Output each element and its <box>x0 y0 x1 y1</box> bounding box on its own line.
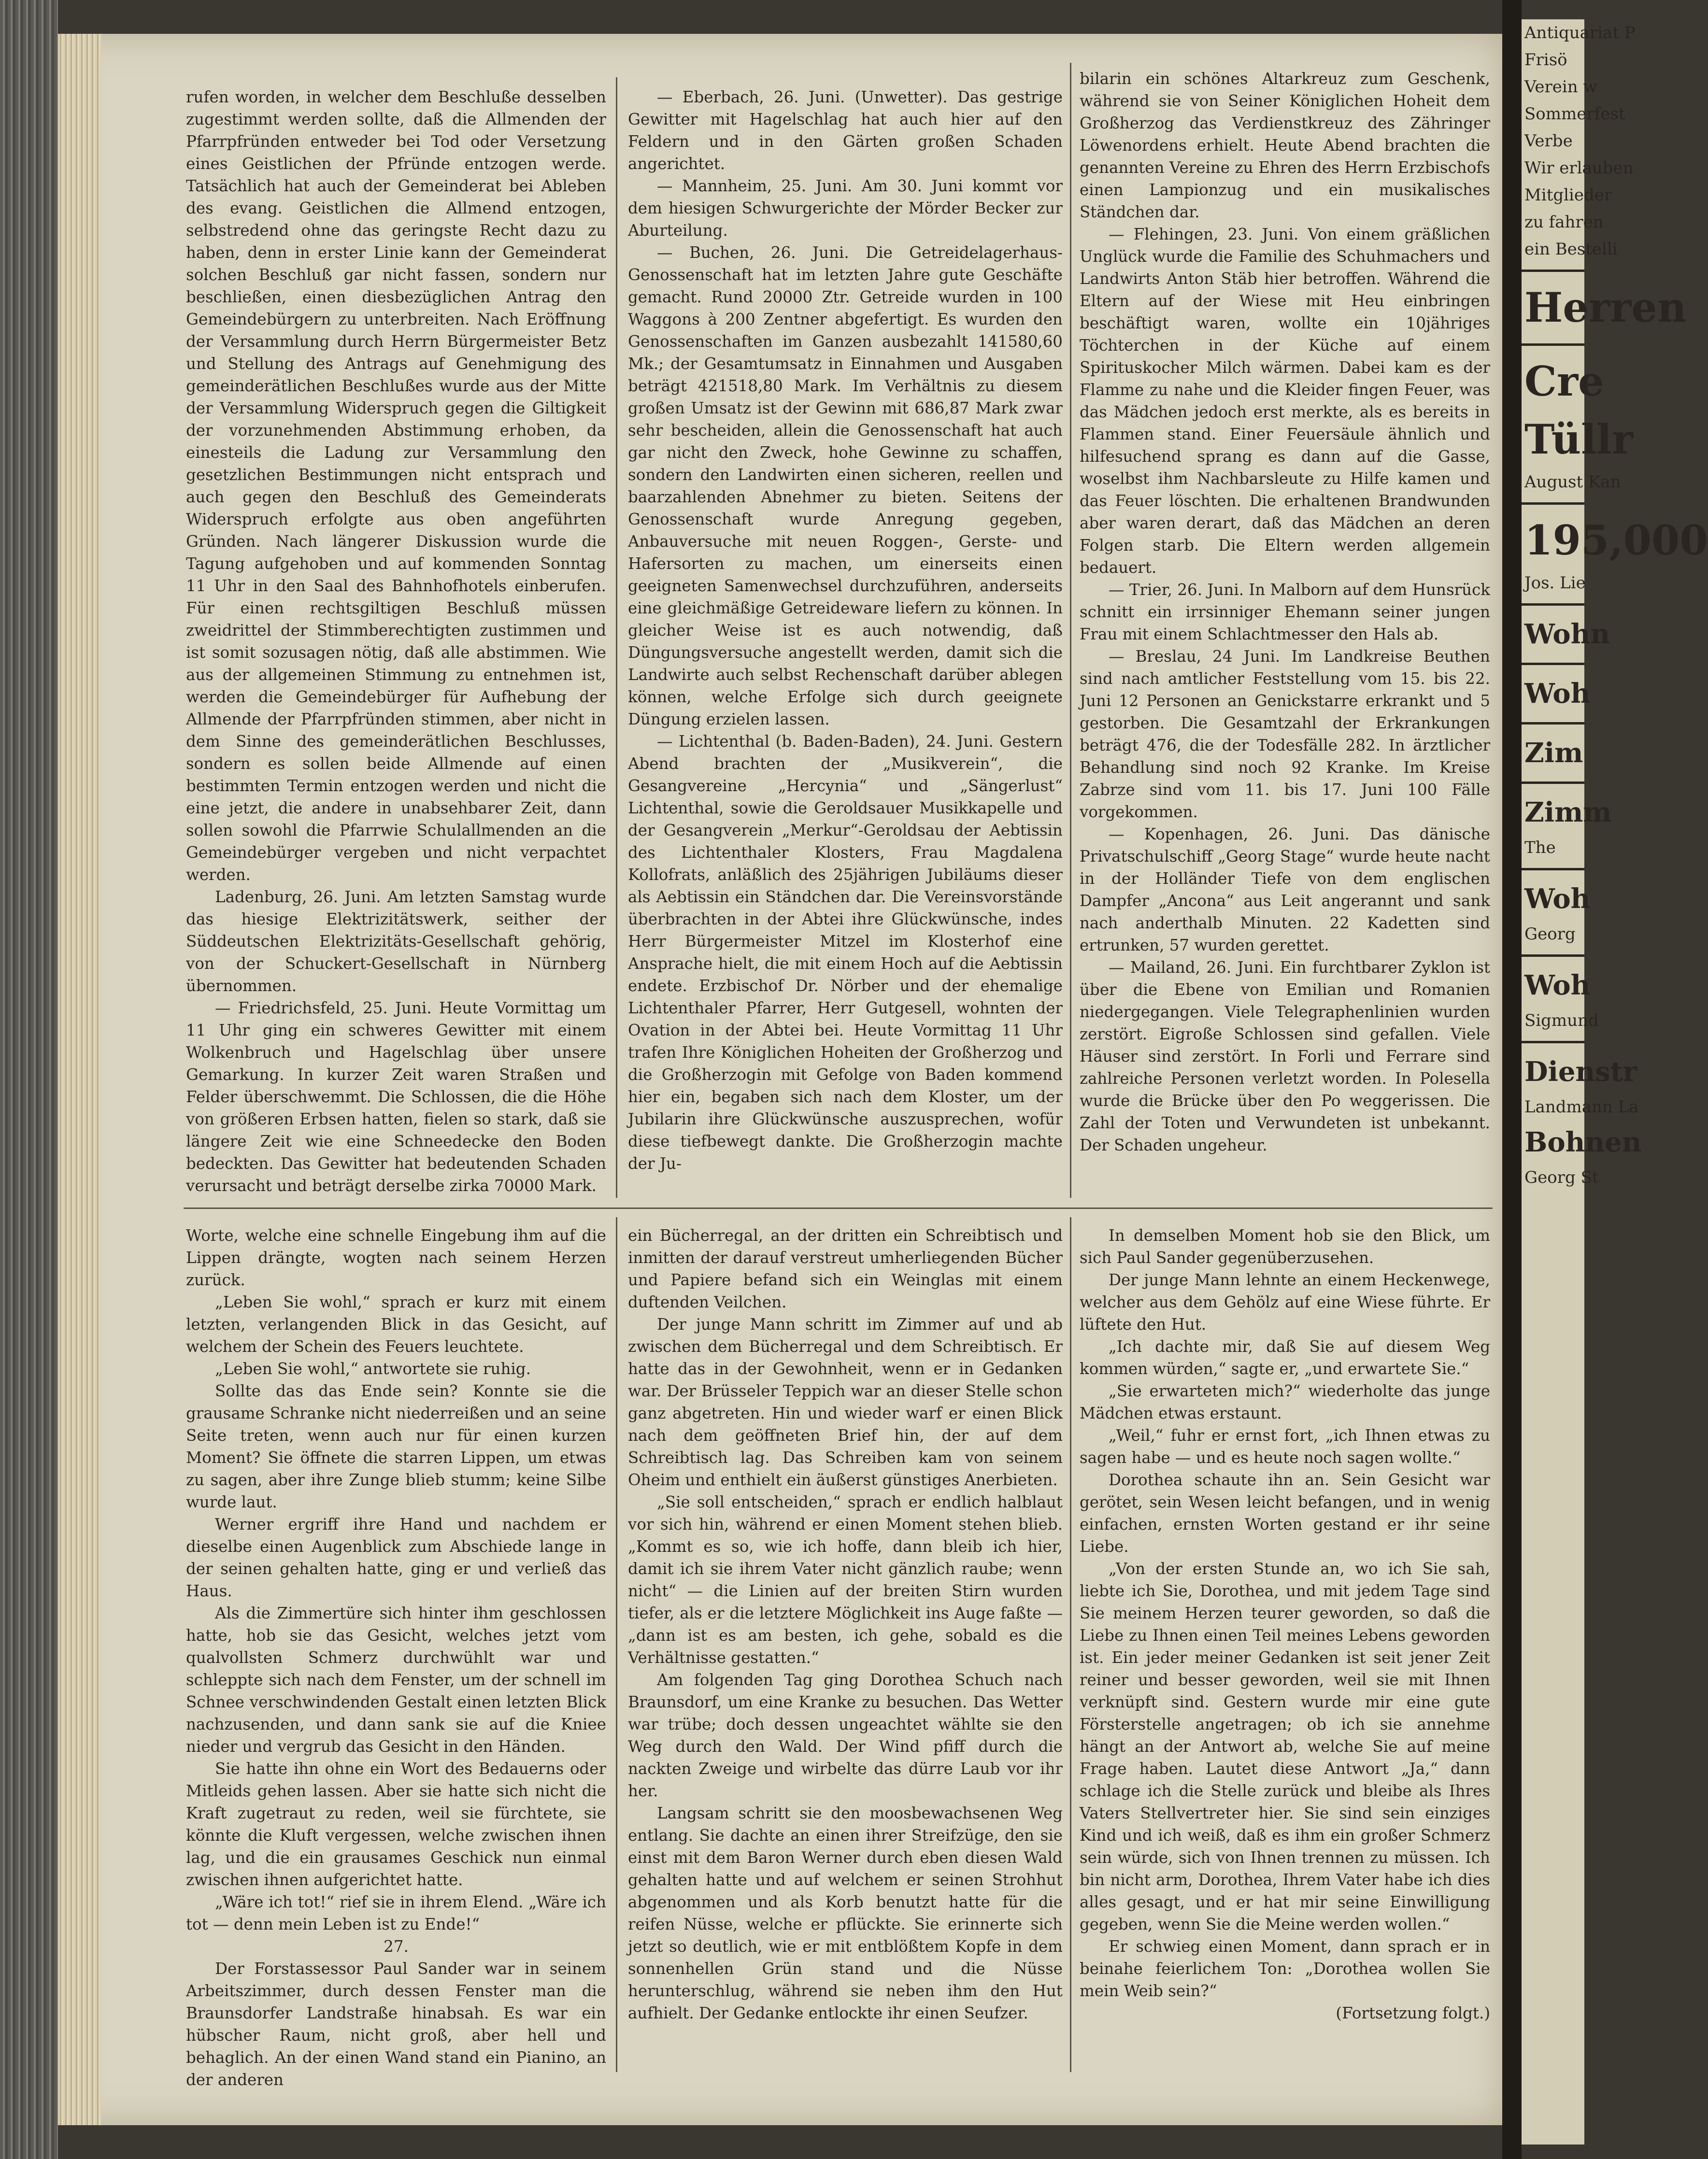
story-text: Sollte das das Ende sein? Konnte sie die grausame Schranke nicht niederreißen und an seine Seite treten, wenn auch nur für einen kurzen Moment? Sie öffnete die starren Lippen, um etwas zu sagen, aber ihre Zunge blieb stumm; keine Silbe wurde laut. <box>186 1382 606 1511</box>
column-rule <box>1070 1217 1071 2072</box>
strip-line: ein Bestelli <box>1524 240 1618 259</box>
book-binding <box>0 0 58 2159</box>
story-text: Worte, welche eine schnelle Eingebung ihm auf die Lippen drängte, wogten nach seinem Herzen zurück. <box>186 1226 606 1289</box>
gutter-shadow <box>1502 0 1522 2159</box>
strip-line: Sommerfest <box>1524 104 1625 124</box>
article-text: — Mailand, 26. Juni. Ein furchtbarer Zyklon ist über die Ebene von Emilian und Romanien niedergegangen. Viele Telegraphenlinien wurden zerstört. Eigroße Schlossen sind gefallen. Viele Häuser sind zerstört. In Forli und Ferrare sind zahlreiche Personen verletzt worden. In Polesella wurde die Brücke über den Po weggerissen. Die Zahl der Toten und Verwundeten ist unbekannt. Der Schaden ungeheur. <box>1080 958 1490 1154</box>
strip-line: Wohn <box>1524 618 1610 650</box>
story-text: „Weil,“ fuhr er ernst fort, „ich Ihnen etwas zu sagen habe — und es heute noch sagen wollte.“ <box>1080 1426 1490 1467</box>
strip-line: Mitglieder <box>1524 185 1612 205</box>
article-text: — Lichtenthal (b. Baden-Baden), 24. Juni. Gestern Abend brachten der „Musikverein“, die Gesangvereine „Hercynia“ und „Sängerlust“ Lichtenthal, sowie die Geroldsauer Musikkapelle und der Gesangverein „Merkur“-Geroldsau der Aebtissin des Lichtenthaler Klosters, Frau Magdalena Kollofrats, anläßlich des 25jährigen Jubiläums dieser als Aebtissin ein Ständchen dar. Die Vereinsvorstände überbrachten in der Abtei ihre Glückwünsche, indes Herr Bürgermeister Mitzel im Klosterhof eine Ansprache hielt, die mit einem Hoch auf die Aebtissin endete. Erzbischof Dr. Nörber und der ehemalige Lichtenthaler Pfarrer, Herr Gutgesell, wohnten der Ovation in der Abtei bei. Heute Vormittag 11 Uhr trafen Ihre Königlichen Hoheiten der Großherzog und die Großherzogin mit Gefolge von Baden kommend hier ein, begaben sich nach dem Kloster, um der Jubilarin ihre Glückwünsche auszusprechen, wofür diese tiefbewegt dankte. Die Großherzogin machte der Ju- <box>628 732 1063 1173</box>
story-text: „Sie soll entscheiden,“ sprach er endlich halblaut vor sich hin, während er einen Moment stehen blieb. „Kommt es so, wie ich hoffe, dann bleib ich hier, damit ich sie ihrem Vater nicht gänzlich raube; wenn nicht“ — die Linien auf der breiten Stirn wurden tiefer, als er die letztere Möglichkeit ins Auge faßte — „dann ist es am besten, ich gehe, sobald es die Verhältnisse gestatten.“ <box>628 1493 1063 1667</box>
strip-line: Verbe <box>1524 131 1573 151</box>
strip-rule <box>1522 1041 1584 1043</box>
strip-line: Dienstr <box>1524 1056 1637 1088</box>
strip-rule <box>1522 722 1584 724</box>
story-text: „Leben Sie wohl,“ sprach er kurz mit einem letzten, verlangenden Blick in das Gesicht, auf welchem der Schein des Feuers leuchtete. <box>186 1293 606 1356</box>
story-text: „Wäre ich tot!“ rief sie in ihrem Elend. „Wäre ich tot — denn mein Leben ist zu Ende!“ <box>186 1893 606 1933</box>
strip-line: Zimm <box>1524 796 1612 828</box>
section-rule <box>184 1207 1493 1209</box>
article-text: — Kopenhagen, 26. Juni. Das dänische Privatschulschiff „Georg Stage“ wurde heute nacht in der Holländer Tiefe von dem englischen Dampfer „Ancona“ aus Leit angerannt und sank nach anderthalb Minuten. 22 Kadetten sind ertrunken, 57 wurden gerettet. <box>1080 825 1490 954</box>
strip-line: Sigmund <box>1524 1011 1599 1030</box>
strip-line: Cre <box>1524 357 1604 405</box>
strip-line: Herren <box>1524 284 1687 331</box>
strip-line: Woh <box>1524 969 1591 1001</box>
strip-line: Georg <box>1524 924 1576 944</box>
story-text: Langsam schritt sie den moosbewachsenen Weg entlang. Sie dachte an einen ihrer Streifzüge, den sie einst mit dem Baron Werner durch eben diesen Wald gehalten hatte und auf welchem er seinen Strohhut abgenommen und als Korb benutzt hatte für die reifen Nüsse, welche er pflückte. Sie erinnerte sich jetzt so deutlich, wie er mit entblößtem Kopfe in dem sonnenhellen Grün stand und die Nüsse herunterschlug, während sie neben ihm den Hut aufhielt. Der Gedanke entlockte ihr einen Seufzer. <box>628 1804 1063 2022</box>
strip-line: Zim <box>1524 737 1583 769</box>
strip-line: Verein w <box>1524 77 1597 97</box>
strip-line: Wir erlauben <box>1524 158 1634 178</box>
strip-line: Tüllr <box>1524 415 1634 463</box>
article-text: — Eberbach, 26. Juni. (Unwetter). Das gestrige Gewitter mit Hagelschlag hat auch hier auf den Feldern und in den Gärten großen Schaden angerichtet. <box>628 88 1063 173</box>
article-text: — Mannheim, 25. Juni. Am 30. Juni kommt vor dem hiesigen Schwurgerichte der Mörder Becker zur Aburteilung. <box>628 177 1063 240</box>
story-text: In demselben Moment hob sie den Blick, um sich Paul Sander gegenüberzusehen. <box>1080 1226 1490 1267</box>
article-text: — Buchen, 26. Juni. Die Getreidelagerhaus-Genossenschaft hat im letzten Jahre gute Geschäfte gemacht. Rund 20000 Ztr. Getreide wurden in 100 Waggons à 200 Zentner abgefertigt. Es wurden den Genossenschaften im Ganzen ausbezahlt 141580,60 Mk.; der Gesamtumsatz in Einnahmen und Ausgaben beträgt 421518,80 Mark. Im Verhältnis zu diesem großen Umsatz ist der Gewinn mit 686,87 Mark zwar sehr bescheiden, allein die Genossenschaft hat auch gar nicht den Zweck, hohe Gewinne zu schaffen, sondern den Landwirten einen sicheren, reellen und baarzahlenden Abnehmer zu bieten. Seitens der Genossenschaft wurde Anregung gegeben, Anbauversuche mit neuen Roggen-, Gerste- und Hafersorten zu machen, um einerseits einen geeigneten Samenwechsel durchzuführen, anderseits eine gleichmäßige Getreideware liefern zu können. In gleicher Weise ist es auch notwendig, daß Düngungsversuche angestellt werden, damit sich die Landwirte auch selbst Rechenschaft darüber ablegen können, welche Erfolge sich durch geeignete Düngung erzielen lassen. <box>628 243 1063 728</box>
news-column-1 <box>186 86 606 1195</box>
story-text: Werner ergriff ihre Hand und nachdem er dieselbe einen Augenblick zum Abschiede lange in der seinen gehalten hatte, ging er und verließ das Haus. <box>186 1515 606 1600</box>
story-text: Als die Zimmertüre sich hinter ihm geschlossen hatte, hob sie das Gesicht, welches jetzt vom qualvollsten Schmerz durchwühlt war und schleppte sich nach dem Fenster, um der schnell im Schnee verschwindenden Gestalt einen letzten Blick nachzusenden, und dann sank sie auf die Kniee nieder und vergrub das Gesicht in den Händen. <box>186 1604 606 1756</box>
page-edges <box>58 34 101 2125</box>
article-text: — Breslau, 24 Juni. Im Landkreise Beuthen sind nach amtlicher Feststellung vom 15. bis 22. Juni 12 Personen an Genickstarre erkrankt und 5 gestorben. Die Gesamtzahl der Erkrankungen beträgt 476, die der Todesfälle 282. In ärztlicher Behandlung sind noch 92 Kranke. Im Kreise Zabrze sind vom 11. bis 17. Juni 100 Fälle vorgekommen. <box>1080 647 1490 821</box>
story-text: „Ich dachte mir, daß Sie auf diesem Weg kommen würden,“ sagte er, „und erwartete Sie.“ <box>1080 1337 1490 1378</box>
strip-line: Georg St <box>1524 1168 1599 1187</box>
strip-rule <box>1522 663 1584 665</box>
chapter-number: 27. <box>384 1937 409 1956</box>
story-text: Der junge Mann schritt im Zimmer auf und ab zwischen dem Bücherregal und dem Schreibtisch. Er hatte das in der Gewohnheit, wenn er in Gedanken war. Der Brüsseler Teppich war an dieser Stelle schon ganz abgetreten. Hin und wieder warf er einen Blick nach dem geöffneten Brief hin, der auf dem Schreibtisch lag. Das Schreiben kam von seinem Oheim und enthielt ein äußerst günstiges Anerbieten. <box>628 1315 1063 1489</box>
story-text: „Sie erwarteten mich?“ wiederholte das junge Mädchen etwas erstaunt. <box>1080 1382 1490 1422</box>
story-column-2 <box>628 1224 1063 2070</box>
strip-line: Frisö <box>1524 50 1567 70</box>
story-column-3 <box>1080 1224 1490 2070</box>
article-text: Ladenburg, 26. Juni. Am letzten Samstag wurde das hiesige Elektrizitätswerk, seither der Süddeutschen Elektrizitäts-Gesellschaft gehörig, von der Schuckert-Gesellschaft in Nürnberg übernommen. <box>186 888 606 995</box>
story-text: Dorothea schaute ihn an. Sein Gesicht war gerötet, sein Wesen leicht befangen, und in wenig einfachen, ernsten Worten gestand er ihr seine Liebe. <box>1080 1471 1490 1556</box>
column-rule <box>616 77 617 1198</box>
news-column-2 <box>628 86 1063 1192</box>
story-text: „Von der ersten Stunde an, wo ich Sie sah, liebte ich Sie, Dorothea, und mit jedem Tage sind Sie meinem Herzen teurer geworden, so daß die Liebe zu Ihnen einen Teil meines Lebens geworden ist. Ein jeder meiner Gedanken ist seit jener Zeit reiner und besser geworden, weil sie mit Ihnen verknüpft sind. Gestern wurde mir eine gute Försterstelle angetragen; ob ich sie annehme hängt an der Antwort ab, welche Sie auf meine Frage haben. Lautet diese Antwort „Ja,“ dann schlage ich die Stelle zurück und bleibe als Ihres Vaters Stellvertreter hier. Sie sind sein einziges Kind und ich weiß, daß es ihm ein großer Schmerz sein würde, sich von Ihnen trennen zu müssen. Ich bin nicht arm, Dorothea, Ihrem Vater habe ich dies alles gesagt, und er hat mir seine Einwilligung gegeben, wenn Sie die Meine werden wollen.“ <box>1080 1560 1490 1933</box>
article-text: — Friedrichsfeld, 25. Juni. Heute Vormittag um 11 Uhr ging ein schweres Gewitter mit einem Wolkenbruch und Hagelschlag über unsere Gemarkung. In kurzer Zeit waren Straßen und Felder überschwemmt. Die Schlossen, die die Höhe von größeren Erbsen hatten, fielen so stark, daß sie längere Zeit wie eine Schneedecke den Boden bedeckten. Das Gewitter hat bedeutenden Schaden verursacht und beträgt derselbe zirka 70000 Mark. <box>186 999 606 1195</box>
strip-line: Antiquariat P <box>1524 23 1636 43</box>
strip-line: 195,000 <box>1524 516 1708 564</box>
column-rule <box>1070 63 1071 1198</box>
strip-line: August Kan <box>1524 472 1621 492</box>
strip-rule <box>1522 603 1584 606</box>
column-rule <box>616 1217 617 2072</box>
story-text: Sie hatte ihn ohne ein Wort des Bedauerns oder Mitleids gehen lassen. Aber sie hatte sich nicht die Kraft zugetraut zu reden, weil sie fürchtete, sie könnte die Kluft vergessen, welche zwischen ihnen lag, und die ein grausames Geschick nun einmal zwischen ihnen aufgerichtet hatte. <box>186 1760 606 1889</box>
strip-line: Landmann La <box>1524 1097 1639 1117</box>
strip-rule <box>1522 270 1584 272</box>
strip-line: Bohnen <box>1524 1126 1642 1158</box>
story-text: ein Bücherregal, an der dritten ein Schreibtisch und inmitten der darauf verstreut umherliegenden Bücher und Papiere befand sich ein Weinglas mit einem duftenden Veilchen. <box>628 1226 1063 1311</box>
adjacent-page-strip <box>1522 19 1708 2145</box>
strip-rule <box>1522 502 1584 505</box>
story-text: „Leben Sie wohl,“ antwortete sie ruhig. <box>215 1360 531 1378</box>
article-text: — Trier, 26. Juni. In Malborn auf dem Hunsrück schnitt ein irrsinniger Ehemann seiner jungen Frau mit einem Schlachtmesser den Hals ab. <box>1080 581 1490 643</box>
strip-rule <box>1522 954 1584 957</box>
strip-rule <box>1522 868 1584 870</box>
story-text: Er schwieg einen Moment, dann sprach er in beinahe feierlichem Ton: „Dorothea wollen Sie mein Weib sein?“ <box>1080 1937 1490 2000</box>
strip-line: Woh <box>1524 678 1591 710</box>
strip-rule <box>1522 781 1584 784</box>
strip-line: The <box>1524 838 1556 857</box>
strip-line: zu fahren <box>1524 213 1604 232</box>
story-text: Am folgenden Tag ging Dorothea Schuch nach Braunsdorf, um eine Kranke zu besuchen. Das Wetter war trübe; doch dessen ungeachtet wählte sie den Weg durch den Wald. Der Wind pfiff durch die nackten Zweige und wirbelte das dürre Laub vor ihr her. <box>628 1671 1063 1800</box>
story-text: Der junge Mann lehnte an einem Heckenwege, welcher aus dem Gehölz auf eine Wiese führte. Er lüftete den Hut. <box>1080 1271 1490 1334</box>
continuation-note: (Fortsetzung folgt.) <box>1336 2004 1490 2022</box>
strip-line: Woh <box>1524 883 1591 915</box>
article-text: — Flehingen, 23. Juni. Von einem gräßlichen Unglück wurde die Familie des Schuhmachers und Landwirts Anton Stäb hier betroffen. Während die Eltern auf der Wiese mit Heu einbringen beschäftigt waren, wollte ein 10jähriges Töchterchen in der Küche auf einem Spirituskocher Milch wärmen. Dabei kam es der Flamme zu nahe und die Kleider fingen Feuer, was das Mädchen jedoch erst merkte, als es bereits in Flammen stand. Einer Feuersäule ähnlich und hilfesuchend sprang es dann auf die Gasse, woselbst ihm Nachbarsleute zu Hilfe kamen und das Feuer löschten. Die erhaltenen Brandwunden aber waren derart, daß das Mädchen an deren Folgen starb. Die Eltern werden allgemein bedauert. <box>1080 225 1490 577</box>
strip-line: Jos. Lie <box>1524 573 1586 593</box>
story-text: Der Forstassessor Paul Sander war in seinem Arbeitszimmer, durch dessen Fenster man die Braunsdorfer Landstraße hinabsah. Es war ein hübscher Raum, nicht groß, aber hell und behaglich. An der einen Wand stand ein Pianino, an der anderen <box>186 1960 606 2089</box>
article-text: bilarin ein schönes Altarkreuz zum Geschenk, während sie von Seiner Königlichen Hoheit dem Großherzog das Verdienstkreuz des Zähringer Löwenordens erhielt. Heute Abend brachten die genannten Vereine zu Ehren des Herrn Erzbischofs einen Lampionzug und ein musikalisches Ständchen dar. <box>1080 70 1490 221</box>
strip-rule <box>1522 343 1584 346</box>
article-text: rufen worden, in welcher dem Beschluße desselben zugestimmt werden sollte, daß die Allmenden der Pfarrpfründen entweder bei Tod oder Versetzung eines Geistlichen der Pfründe entzogen werde. Tatsächlich hat auch der Gemeinderat bei Ableben des evang. Geistlichen die Allmend entzogen, selbstredend ohne das geringste Recht dazu zu haben, denn in erster Linie kann der Gemeinderat solchen Beschluß gar nicht fassen, sondern nur beschließen, einen diesbezüglichen Antrag den Gemeindebürgern zu unterbreiten. Nach Eröffnung der Versammlung durch Herrn Bürgermeister Betz und Stellung des Antrags auf Genehmigung des gemeinderätlichen Beschlußes wurde aus der Mitte der Versammlung Widerspruch gegen die Giltigkeit der vorzunehmenden Abstimmung erhoben, da einesteils die Ladung zur Versammlung den gesetzlichen Bestimmungen nicht entsprach und auch gegen den Beschluß des Gemeinderats Widerspruch erfolgte aus oben angeführten Gründen. Nach längerer Diskussion wurde die Tagung aufgehoben und auf kommenden Sonntag 11 Uhr in den Saal des Bahnhofhotels einberufen. Für einen rechtsgiltigen Beschluß müssen zweidrittel der Stimmberechtigten zustimmen und ist somit sozusagen nötig, daß alle abstimmen. Wie aus der allgemeinen Stimmung zu entnehmen ist, werden die Gemeindebürger für Aufhebung der Allmende der Pfarrpfründen stimmen, aber nicht in dem Sinne des gemeinderätlichen Beschlusses, sondern es sollen beide Allmende auf einen bestimmten Termin entzogen werden und nicht die eine jetzt, die andere in unabsehbarer Zeit, dann sollen sowohl die Pfarrwie Schulallmenden an die Gemeindebürger vergeben und nicht verpachtet werden. <box>186 88 606 884</box>
news-column-3 <box>1080 68 1490 1193</box>
story-column-1 <box>186 1224 606 2089</box>
